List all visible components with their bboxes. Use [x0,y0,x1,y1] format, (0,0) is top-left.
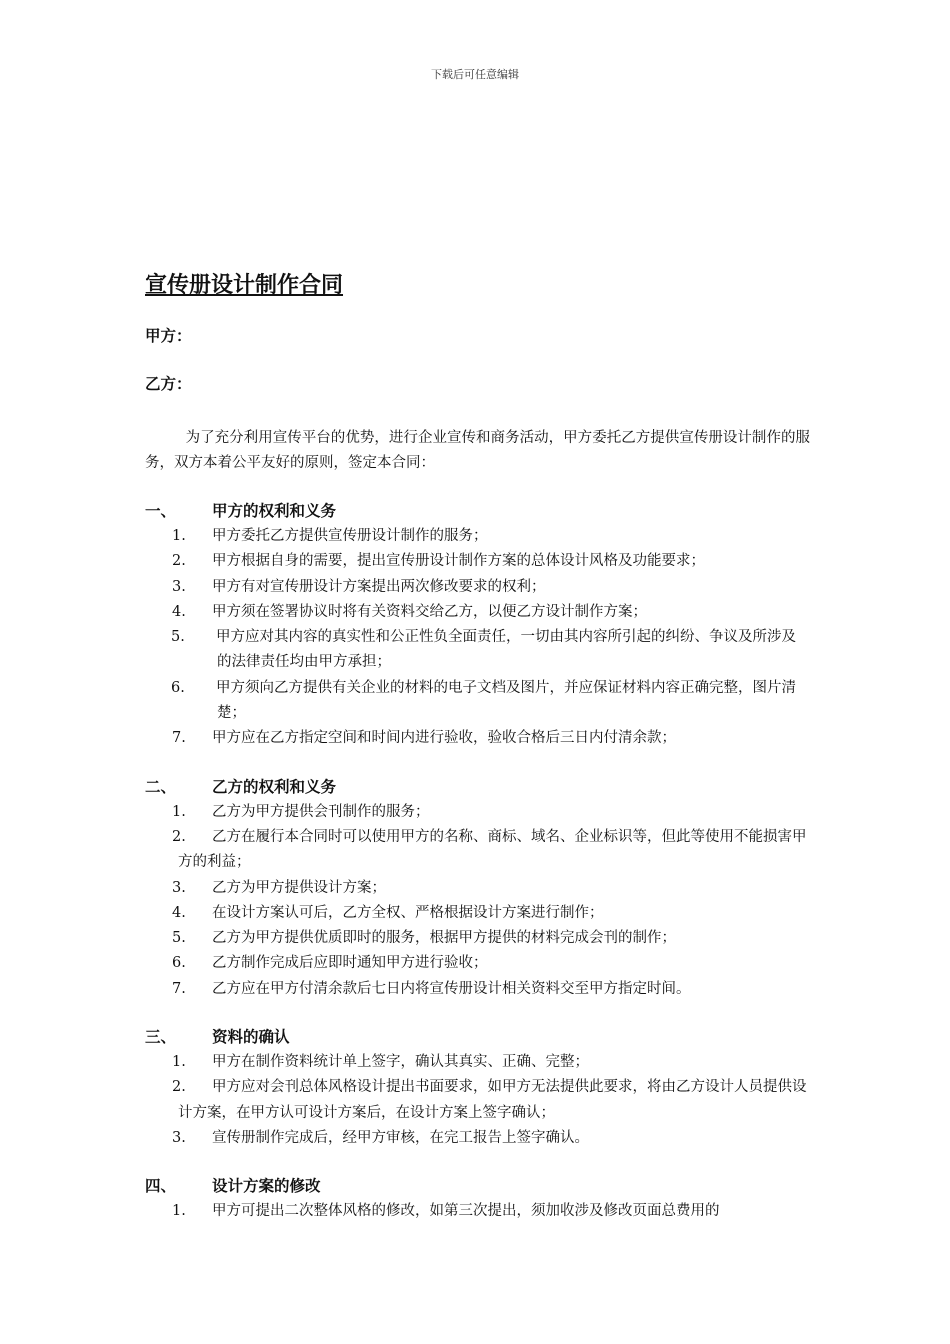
clause-item [145,524,810,549]
clause-item [145,676,810,727]
section-heading [145,498,810,524]
clause-text: 乙方为甲方提供会刊制作的服务； [212,803,430,820]
clause-number: 4. [172,603,186,620]
clause-text: 甲方根据自身的需要，提出宣传册设计制作方案的总体设计风格及功能要求； [212,553,705,570]
clause-item [145,549,810,574]
clause-number: 6. [172,955,186,972]
clause-number: 5. [172,930,186,947]
clause-item [145,876,810,901]
clause-number: 6. [171,679,185,696]
clause-text: 乙方为甲方提供优质即时的服务，根据甲方提供的材料完成会刊的制作； [212,930,676,947]
clause-text: 乙方应在甲方付清余款后七日内将宣传册设计相关资料交至甲方指定时间。 [212,980,691,997]
clause-item [145,625,810,676]
clause-item [145,1199,810,1224]
header-note: 下载后可任意编辑 [431,68,519,81]
clause-number: 1. [172,1203,186,1220]
clause-text: 乙方在履行本合同时可以使用甲方的名称、商标、域名、企业标识等，但此等使用不能损害甲方的利益； [178,828,807,871]
section-party-b-rights [145,774,810,1002]
clause-number: 3. [172,1129,186,1146]
clause-text: 甲方在制作资料统计单上签字，确认其真实、正确、完整； [212,1054,589,1071]
clause-list [145,1050,810,1151]
clause-item [145,600,810,625]
section-number: 一、 [145,502,177,520]
clause-item [145,901,810,926]
clause-text: 宣传册制作完成后，经甲方审核，在完工报告上签字确认。 [212,1129,589,1146]
clause-text: 甲方可提出二次整体风格的修改，如第三次提出，须加收涉及修改页面总费用的 [212,1203,720,1220]
clause-number: 2. [172,553,186,570]
party-b-label: 乙方： [145,375,192,393]
clause-item [145,926,810,951]
clause-item [145,1075,810,1126]
clause-item [145,951,810,976]
clause-number: 7. [172,730,186,747]
section-party-a-rights [145,498,810,752]
section-design-revision [145,1173,810,1224]
contract-document [145,268,810,1225]
intro-paragraph: 为了充分利用宣传平台的优势，进行企业宣传和商务活动，甲方委托乙方提供宣传册设计制作的服务，双方本着公平友好的原则，签定本合同： [145,430,810,471]
clause-number: 3. [172,578,186,595]
clause-text: 甲方应对会刊总体风格设计提出书面要求，如甲方无法提供此要求，将由乙方设计人员提供设计方案，在甲方认可设计方案后，在设计方案上签字确认； [178,1079,807,1121]
clause-item [145,726,810,751]
clause-list [145,1199,810,1224]
section-title: 乙方的权利和义务 [212,777,337,796]
document-title: 宣传册设计制作合同 [145,273,344,298]
clause-item [145,1050,810,1075]
clause-number: 2. [172,1079,186,1096]
clause-number: 3. [172,879,186,896]
clause-number: 2. [172,828,186,845]
clause-item [145,977,810,1002]
clause-text: 甲方须向乙方提供有关企业的材料的电子文档及图片，并应保证材料内容正确完整，图片清楚； [216,679,796,722]
clause-list [145,800,810,1002]
section-number: 三、 [145,1028,177,1047]
clause-number: 5. [171,629,185,646]
section-title: 甲方的权利和义务 [212,502,337,520]
clause-item [145,575,810,600]
clause-item [145,800,810,825]
clause-text: 甲方应对其内容的真实性和公正性负全面责任，一切由其内容所引起的纠纷、争议及所涉及的法律责任均由甲方承担； [216,629,796,671]
section-material-confirmation [145,1024,810,1151]
clause-text: 甲方有对宣传册设计方案提出两次修改要求的权利； [212,578,546,595]
clause-number: 1. [172,1054,186,1071]
clause-text: 乙方为甲方提供设计方案； [212,879,386,896]
clause-number: 7. [172,980,186,997]
section-number: 四、 [145,1177,177,1196]
clause-text: 甲方委托乙方提供宣传册设计制作的服务； [212,528,488,544]
section-heading [145,1173,810,1199]
section-title: 资料的确认 [212,1028,290,1047]
clause-number: 1. [172,803,186,820]
clause-number: 1. [172,528,186,544]
clause-text: 在设计方案认可后，乙方全权、严格根据设计方案进行制作； [212,904,604,921]
clause-text: 乙方制作完成后应即时通知甲方进行验收； [212,955,488,972]
clause-text: 甲方应在乙方指定空间和时间内进行验收，验收合格后三日内付清余款； [212,730,676,747]
party-a-label: 甲方： [145,327,192,345]
section-heading [145,774,810,800]
clause-text: 甲方须在签署协议时将有关资料交给乙方，以便乙方设计制作方案； [212,603,647,620]
section-title: 设计方案的修改 [212,1177,321,1196]
clause-item [145,825,810,876]
section-heading [145,1024,810,1050]
section-number: 二、 [145,777,177,796]
clause-item [145,1126,810,1151]
clause-list [145,524,810,752]
clause-number: 4. [172,904,186,921]
